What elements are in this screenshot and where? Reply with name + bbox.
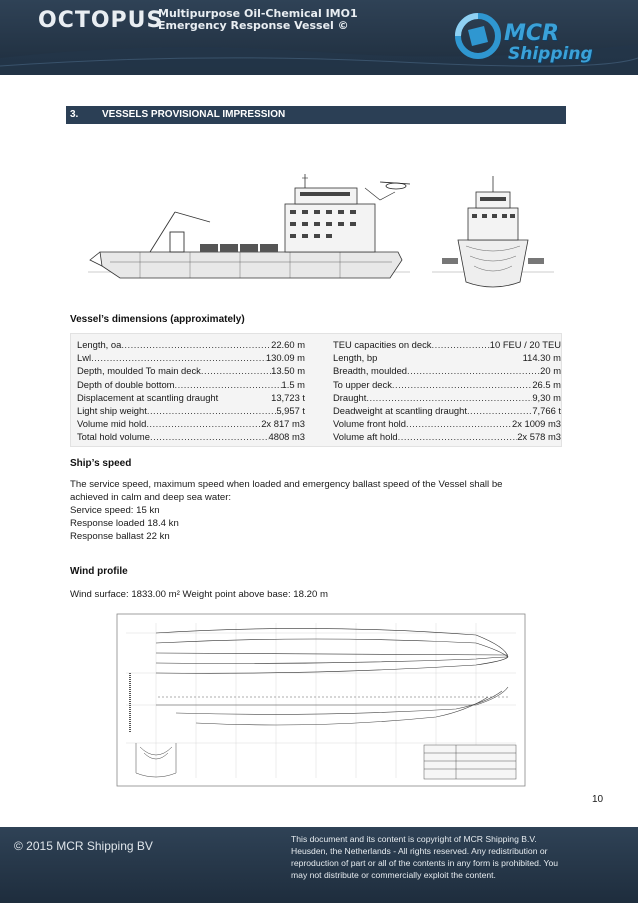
dimension-value: 1.5 m	[281, 378, 305, 390]
dimension-row	[333, 430, 561, 443]
dimension-leader-dots	[398, 430, 518, 443]
dimension-value: 20 m	[540, 365, 561, 377]
logo-line-2: Shipping	[508, 44, 593, 64]
dimension-leader-dots	[407, 364, 540, 377]
wind-heading: Wind profile	[70, 566, 128, 577]
dimension-label: To upper deck	[333, 378, 392, 390]
dimension-leader-dots	[146, 417, 261, 430]
legal-line-4: may not distribute or commercially exploit the content.	[291, 870, 496, 880]
dimension-row	[77, 351, 305, 364]
dimension-row	[333, 404, 561, 417]
dimension-label: Volume aft hold	[333, 431, 398, 443]
dimension-label: Displacement at scantling draught	[77, 391, 219, 403]
brand-title: OCTOPUS	[38, 8, 164, 33]
page-number: 10	[592, 794, 604, 805]
dimension-leader-dots	[218, 391, 271, 404]
dimension-label: Depth, moulded To main deck	[77, 365, 201, 377]
dimension-row	[333, 391, 561, 404]
dimension-label: Light ship weight	[77, 405, 147, 417]
dimension-label: TEU capacities on deck	[333, 339, 432, 350]
dimension-leader-dots	[147, 404, 276, 417]
dimension-row	[77, 417, 305, 430]
dimension-label: Breadth, moulded	[333, 365, 408, 377]
dimension-leader-dots	[366, 391, 532, 404]
dimension-label: Volume front hold	[333, 418, 406, 430]
dimension-row	[333, 364, 561, 377]
speed-line-1: The service speed, maximum speed when loaded and emergency ballast speed of the Vessel shall be	[70, 479, 503, 490]
dimension-row	[333, 378, 561, 391]
section-number: 3.	[70, 109, 79, 120]
section-heading	[66, 106, 566, 124]
page-header	[0, 0, 638, 75]
subtitle-line-1: Multipurpose Oil-Chemical IMO1	[158, 7, 358, 20]
dimension-leader-dots	[406, 417, 512, 430]
footer-copyright: © 2015 MCR Shipping BV	[14, 839, 153, 853]
dimension-label: Length, oa	[77, 339, 122, 350]
dimension-row	[333, 338, 561, 351]
dimension-label: Draught	[333, 391, 367, 403]
dimension-label: Volume mid hold	[77, 418, 147, 430]
dimension-value: 13.50 m	[271, 365, 305, 377]
dimensions-heading: Vessel’s dimensions (approximately)	[70, 314, 245, 325]
logo-line-1: MCR	[504, 21, 559, 46]
response-loaded-speed: Response loaded 18.4 kn	[70, 518, 179, 529]
dimension-label: Length, bp	[333, 352, 378, 364]
footer-legal-notice	[291, 833, 631, 881]
response-ballast-speed: Response ballast 22 kn	[70, 531, 170, 542]
dimension-row	[77, 404, 305, 417]
vessel-front-view-drawing	[430, 170, 556, 300]
dimension-value: 2x 817 m3	[261, 418, 305, 430]
dimension-leader-dots	[174, 378, 281, 391]
dimension-row	[77, 391, 305, 404]
vessel-side-view-drawing	[80, 170, 420, 300]
dimension-leader-dots	[467, 404, 532, 417]
dimension-value: 22.60 m	[271, 339, 305, 350]
dimension-leader-dots	[392, 378, 532, 391]
dimension-value: 26.5 m	[532, 378, 561, 390]
dimension-leader-dots	[431, 338, 489, 351]
logo-wordmark	[504, 21, 593, 64]
lines-plan-drawing	[116, 613, 526, 787]
dimension-value: 9,30 m	[532, 391, 561, 403]
dimension-value: 4808 m3	[268, 431, 305, 443]
speed-line-2: achieved in calm and deep sea water:	[70, 492, 232, 503]
dimension-leader-dots	[150, 430, 269, 443]
dimensions-right-column	[333, 338, 561, 444]
dimension-leader-dots	[91, 351, 266, 364]
dimension-label: Total hold volume	[77, 431, 150, 443]
subtitle-line-2: Emergency Response Vessel ©	[158, 19, 349, 32]
section-title: VESSELS PROVISIONAL IMPRESSION	[102, 109, 286, 120]
dimension-row	[333, 351, 561, 364]
dimension-value: 5,957 t	[276, 405, 305, 417]
dimension-row	[77, 338, 305, 351]
legal-line-1: This document and its content is copyright of MCR Shipping B.V.	[291, 834, 537, 844]
dimension-row	[77, 378, 305, 391]
dimension-leader-dots	[377, 351, 522, 364]
dimensions-left-column	[77, 338, 305, 444]
service-speed: Service speed: 15 kn	[70, 505, 160, 516]
dimension-value: 114.30 m	[522, 352, 561, 364]
dimension-row	[77, 430, 305, 443]
dimension-row	[77, 364, 305, 377]
legal-line-2: Heusden, the Netherlands - All rights reserved. Any redistribution or	[291, 846, 548, 856]
dimension-value: 130.09 m	[265, 352, 305, 364]
dimension-label: Lwl	[77, 352, 92, 364]
legal-line-3: reproduction of part or all of the contents in any form is prohibited. You	[291, 858, 559, 868]
speed-description	[70, 478, 566, 543]
dimension-leader-dots	[121, 338, 271, 351]
dimension-row	[333, 417, 561, 430]
dimension-value: 2x 578 m3	[517, 431, 561, 443]
speed-heading: Ship’s speed	[70, 458, 132, 469]
dimension-value: 7,766 t	[532, 405, 561, 417]
dimension-value: 10 FEU / 20 TEU	[489, 339, 561, 350]
dimension-label: Deadweight at scantling draught	[333, 405, 467, 417]
dimension-value: 13,723 t	[271, 391, 305, 403]
wind-text: Wind surface: 1833.00 m² Weight point above base: 18.20 m	[70, 589, 328, 600]
page-footer	[0, 827, 638, 903]
header-subtitle	[158, 8, 358, 32]
dimension-value: 2x 1009 m3	[512, 418, 561, 430]
dimension-label: Depth of double bottom	[77, 378, 175, 390]
dimensions-table	[70, 333, 562, 447]
dimension-leader-dots	[201, 364, 271, 377]
